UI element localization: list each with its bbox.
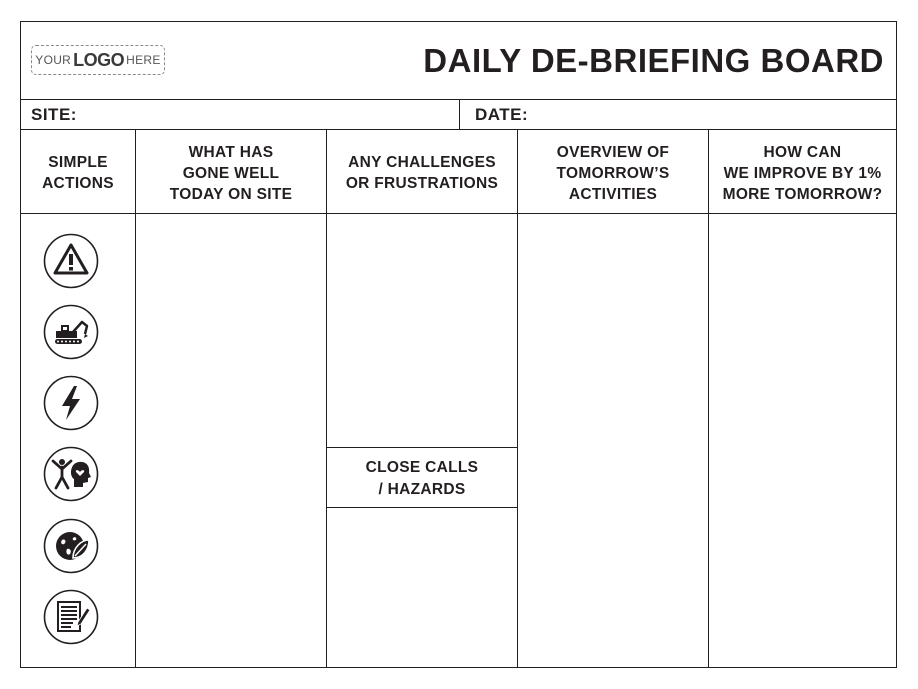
board-title: DAILY DE-BRIEFING BOARD [423, 42, 884, 79]
date-field[interactable] [541, 101, 893, 128]
tomorrow-overview-cell[interactable] [518, 215, 707, 667]
environment-globe-icon [43, 518, 99, 574]
challenges-cell[interactable] [327, 215, 516, 446]
lightning-bolt-icon [43, 375, 99, 431]
logo-prefix: YOUR [35, 53, 72, 67]
column-header-simple-actions: SIMPLE ACTIONS [42, 154, 114, 192]
logo-suffix: HERE [126, 53, 161, 67]
close-calls-label: CLOSE CALLS / HAZARDS [365, 459, 479, 498]
logo-main: LOGO [73, 49, 125, 70]
column-header-gone-well: WHAT HAS GONE WELL TODAY ON SITE [169, 143, 293, 203]
column-header-challenges: ANY CHALLENGES OR FRUSTRATIONS [345, 154, 499, 192]
column-header-improve: HOW CAN WE IMPROVE BY 1% MORE TOMORROW? [722, 143, 883, 203]
fields-divider [21, 129, 896, 130]
document-icon [43, 589, 99, 645]
date-label: DATE: [475, 105, 529, 124]
wellbeing-icon [43, 446, 99, 502]
close-calls-cell[interactable] [327, 509, 516, 667]
logo-placeholder [31, 45, 165, 75]
column-header-tomorrow-overview: OVERVIEW OF TOMORROW’S ACTIVITIES [556, 143, 670, 203]
debriefing-board [20, 21, 897, 668]
improve-cell[interactable] [709, 215, 895, 667]
site-label: SITE: [31, 105, 77, 124]
site-date-divider [459, 99, 460, 129]
hazard-warning-icon [43, 233, 99, 289]
close-calls-top-line [327, 447, 517, 448]
site-field[interactable] [101, 101, 456, 128]
excavator-icon [43, 304, 99, 360]
gone-well-cell[interactable] [136, 215, 325, 667]
